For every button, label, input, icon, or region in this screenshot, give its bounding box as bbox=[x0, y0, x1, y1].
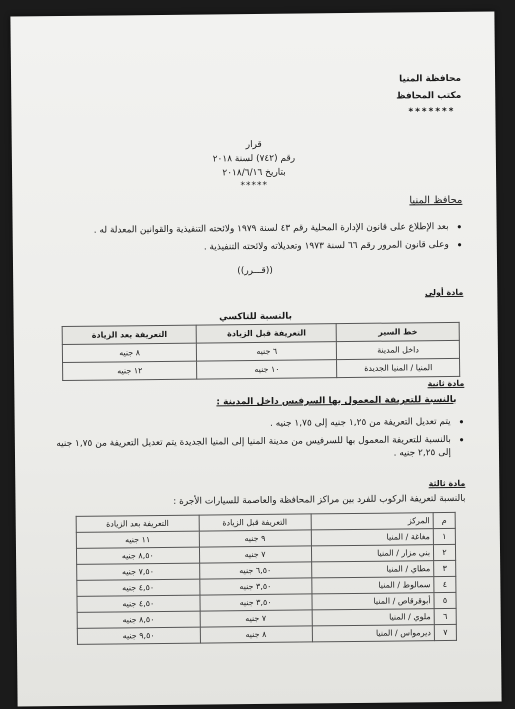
column-header: خط السير bbox=[336, 322, 459, 341]
table-cell: ٤,٥٠ جنيه bbox=[77, 595, 200, 612]
article2-list bbox=[45, 416, 465, 469]
table-cell: مغاغة / المنيا bbox=[311, 529, 434, 546]
decree-number: رقم (٧٤٢) لسنة ٢٠١٨ bbox=[212, 153, 296, 165]
taxi-fare-table bbox=[62, 322, 461, 381]
table-cell: مطاي / المنيا bbox=[311, 561, 434, 578]
table-cell: بني مزار / المنيا bbox=[311, 545, 434, 562]
table-cell: ٨ جنيه bbox=[200, 626, 312, 643]
table-cell: ٧,٥٠ جنيه bbox=[77, 563, 200, 580]
decree-date: بتاريخ ٢٠١٨/٦/١٦ bbox=[222, 167, 286, 179]
table-cell: ديرمواس / المنيا bbox=[312, 625, 435, 642]
table-cell: ٨ جنيه bbox=[62, 343, 197, 362]
column-header: م bbox=[433, 512, 455, 528]
article3-caption: بالنسبة لتعريفة الركوب للفرد بين مراكز المحافظة والعاصمة للسيارات الأجرة : bbox=[173, 493, 466, 507]
table-cell: داخل المدينة bbox=[337, 340, 460, 359]
decree-separator: ***** bbox=[240, 180, 268, 192]
table-cell: ٧ جنيه bbox=[200, 610, 312, 627]
column-header: التعريفة بعد الزيادة bbox=[62, 325, 197, 344]
table-cell: ٥ bbox=[434, 592, 456, 608]
header-separator: ******* bbox=[408, 106, 456, 118]
article3-title: مادة ثالثة bbox=[428, 478, 466, 489]
table-cell: ٣,٥٠ جنيه bbox=[199, 594, 311, 611]
table-cell: ٧ bbox=[434, 624, 456, 640]
table-row bbox=[77, 624, 456, 644]
table-row bbox=[63, 358, 460, 380]
article2-title: مادة ثانية bbox=[427, 378, 465, 389]
table-cell: المنيا / المنيا الجديدة bbox=[337, 358, 460, 377]
column-header: التعريفة قبل الزيادة bbox=[197, 324, 337, 343]
table-cell: ٦ جنيه bbox=[197, 342, 337, 361]
article1-caption: بالنسبة للتاكسي bbox=[219, 311, 293, 323]
document-page bbox=[10, 11, 501, 706]
table-cell: ١١ جنيه bbox=[76, 531, 199, 548]
column-header: التعريفة بعد الزيادة bbox=[76, 515, 199, 532]
table-cell: ٣ bbox=[434, 560, 456, 576]
table-cell: ١٢ جنيه bbox=[63, 361, 198, 380]
office-name: مكتب المحافظ bbox=[396, 90, 462, 102]
table-cell: ١٠ جنيه bbox=[197, 360, 337, 379]
table-cell: ٤,٥٠ جنيه bbox=[77, 579, 200, 596]
table-cell: ٧ جنيه bbox=[199, 546, 311, 563]
intercity-fare-table bbox=[76, 512, 457, 645]
article2-item: • بالنسبة للتعريفة المعمول بها للسرفيس من مدينة المنيا إلى المنيا الجديدة يتم تعديل التعريفة من ١,٧٥ جنيه إلى ٢,٢٥ جنيه . bbox=[45, 434, 465, 464]
governorate-name: محافظة المنيا bbox=[399, 73, 462, 85]
article2-item: • يتم تعديل التعريفة من ١,٢٥ جنيه إلى ١,٧٥ جنيه . bbox=[45, 416, 465, 433]
table-cell: أبوقرقاص / المنيا bbox=[311, 593, 434, 610]
table-cell: ٦ bbox=[434, 608, 456, 624]
table-cell: ملوي / المنيا bbox=[312, 609, 435, 626]
table-cell: سمالوط / المنيا bbox=[311, 577, 434, 594]
table-cell: ٣,٥٠ جنيه bbox=[199, 578, 311, 595]
decree-title: قرار bbox=[245, 139, 262, 151]
column-header: المركز bbox=[311, 513, 434, 530]
table-cell: ٦,٥٠ جنيه bbox=[199, 562, 311, 579]
table-cell: ٨,٥٠ جنيه bbox=[76, 547, 199, 564]
preamble-item: • بعد الإطلاع على قانون الإدارة المحلية رقم ٤٣ لسنة ١٩٧٩ ولائحته التنفيذية والقوانين المعدلة له . bbox=[43, 221, 463, 238]
table-cell: ٢ bbox=[433, 544, 455, 560]
table-cell: ٩,٥٠ جنيه bbox=[77, 627, 200, 644]
article2-heading: بالنسبة للتعريفة المعمول بها السرفيس داخل المدينة : bbox=[216, 394, 457, 408]
table-cell: ١ bbox=[433, 528, 455, 544]
preamble-item: • وعلى قانون المرور رقم ٦٦ لسنة ١٩٧٣ وتعديلاته ولائحته التنفيذية . bbox=[43, 239, 463, 256]
table-cell: ٩ جنيه bbox=[199, 530, 311, 547]
column-header: التعريفة قبل الزيادة bbox=[199, 514, 311, 531]
preamble-list bbox=[43, 221, 463, 261]
table-cell: ٨,٥٠ جنيه bbox=[77, 611, 200, 628]
addressee: محافظ المنيا bbox=[409, 194, 463, 207]
resolution-heading: ((قـــرر)) bbox=[237, 265, 273, 277]
article1-title: مادة أولى bbox=[424, 287, 464, 298]
table-cell: ٤ bbox=[434, 576, 456, 592]
